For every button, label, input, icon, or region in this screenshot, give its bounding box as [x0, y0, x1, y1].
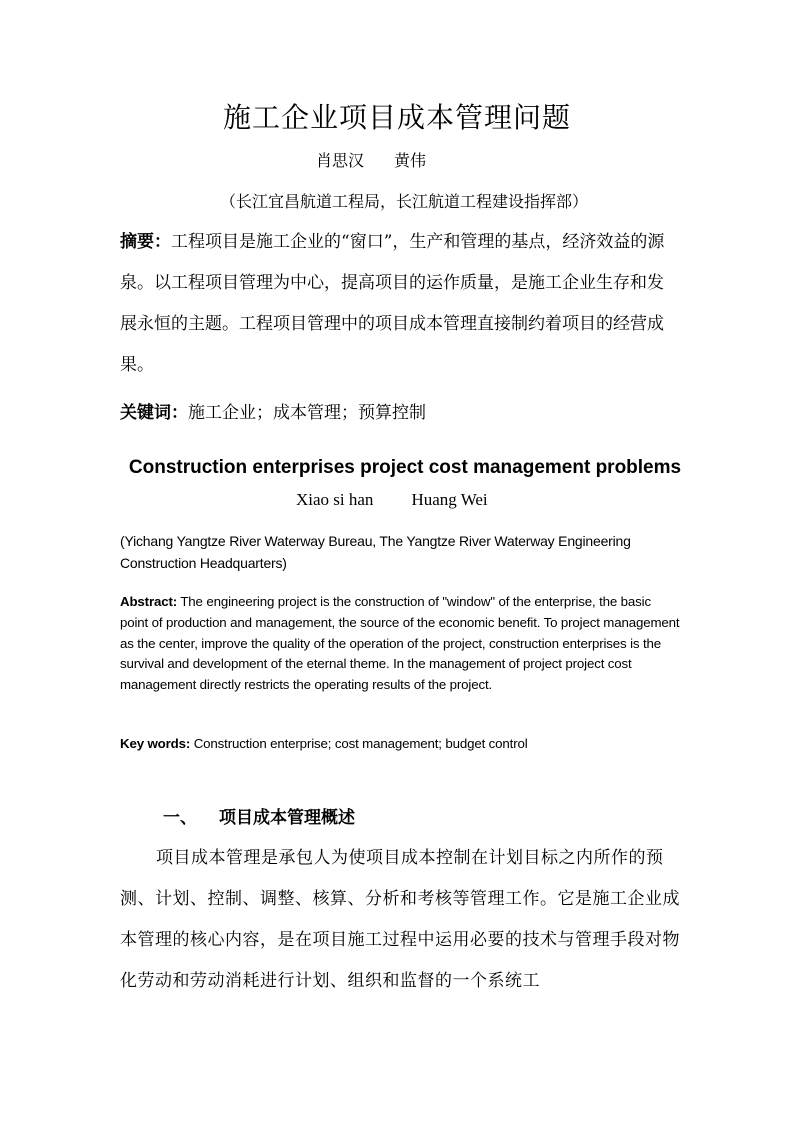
abstract-label: 摘要： [120, 232, 171, 252]
keywords-text: Construction enterprise; cost management; budget control [190, 736, 528, 751]
abstract-chinese [120, 222, 680, 386]
section-number: 一、 [163, 808, 197, 828]
keywords-label: Key words: [120, 736, 191, 751]
section-title: 项目成本管理概述 [219, 808, 355, 828]
author-name: 黄伟 [394, 151, 427, 170]
affiliation-english: (Yichang Yangtze River Waterway Bureau, The Yangtze River Waterway Engineering Construction Headquarters) [120, 533, 631, 571]
keywords-text: 施工企业；成本管理；预算控制 [188, 403, 426, 423]
paper-title-english: Construction enterprises project cost management problems [128, 457, 682, 478]
abstract-text: 工程项目是施工企业的“窗口”，生产和管理的基点，经济效益的源泉。以工程项目管理为中心，提高项目的运作质量，是施工企业生存和发展永恒的主题。工程项目管理中的项目成本管理直接制约着项目的经营成果。 [120, 232, 665, 375]
affiliation-chinese: （长江宜昌航道工程局，长江航道工程建设指挥部） [219, 192, 588, 211]
paper-title-chinese: 施工企业项目成本管理问题 [222, 101, 571, 134]
authors-chinese [316, 148, 426, 171]
keywords-chinese [120, 398, 426, 423]
author-name: 肖思汉 [316, 151, 365, 170]
abstract-text: The engineering project is the construction of "window" of the enterprise, the basic point of production and management, the source of the economic benefit. To project management as the center, improve the quality of the operation of the project, construction enterprises is the survival and development of the eternal theme. In the management of project project cost management directly restricts the operating results of the project. [120, 594, 680, 693]
keywords-english [120, 736, 528, 751]
section-heading [163, 803, 355, 828]
authors-english [296, 490, 488, 510]
author-name: Xiao si han [296, 490, 374, 509]
author-name: Huang Wei [411, 490, 488, 509]
body-paragraph: 项目成本管理是承包人为使项目成本控制在计划目标之内所作的预测、计划、控制、调整、核算、分析和考核等管理工作。它是施工企业成本管理的核心内容，是在项目施工过程中运用必要的技术与管理手段对物化劳动和劳动消耗进行计划、组织和监督的一个系统工 [120, 848, 680, 991]
keywords-label: 关键词： [120, 403, 188, 423]
abstract-english [120, 592, 680, 696]
abstract-label: Abstract: [120, 594, 178, 609]
